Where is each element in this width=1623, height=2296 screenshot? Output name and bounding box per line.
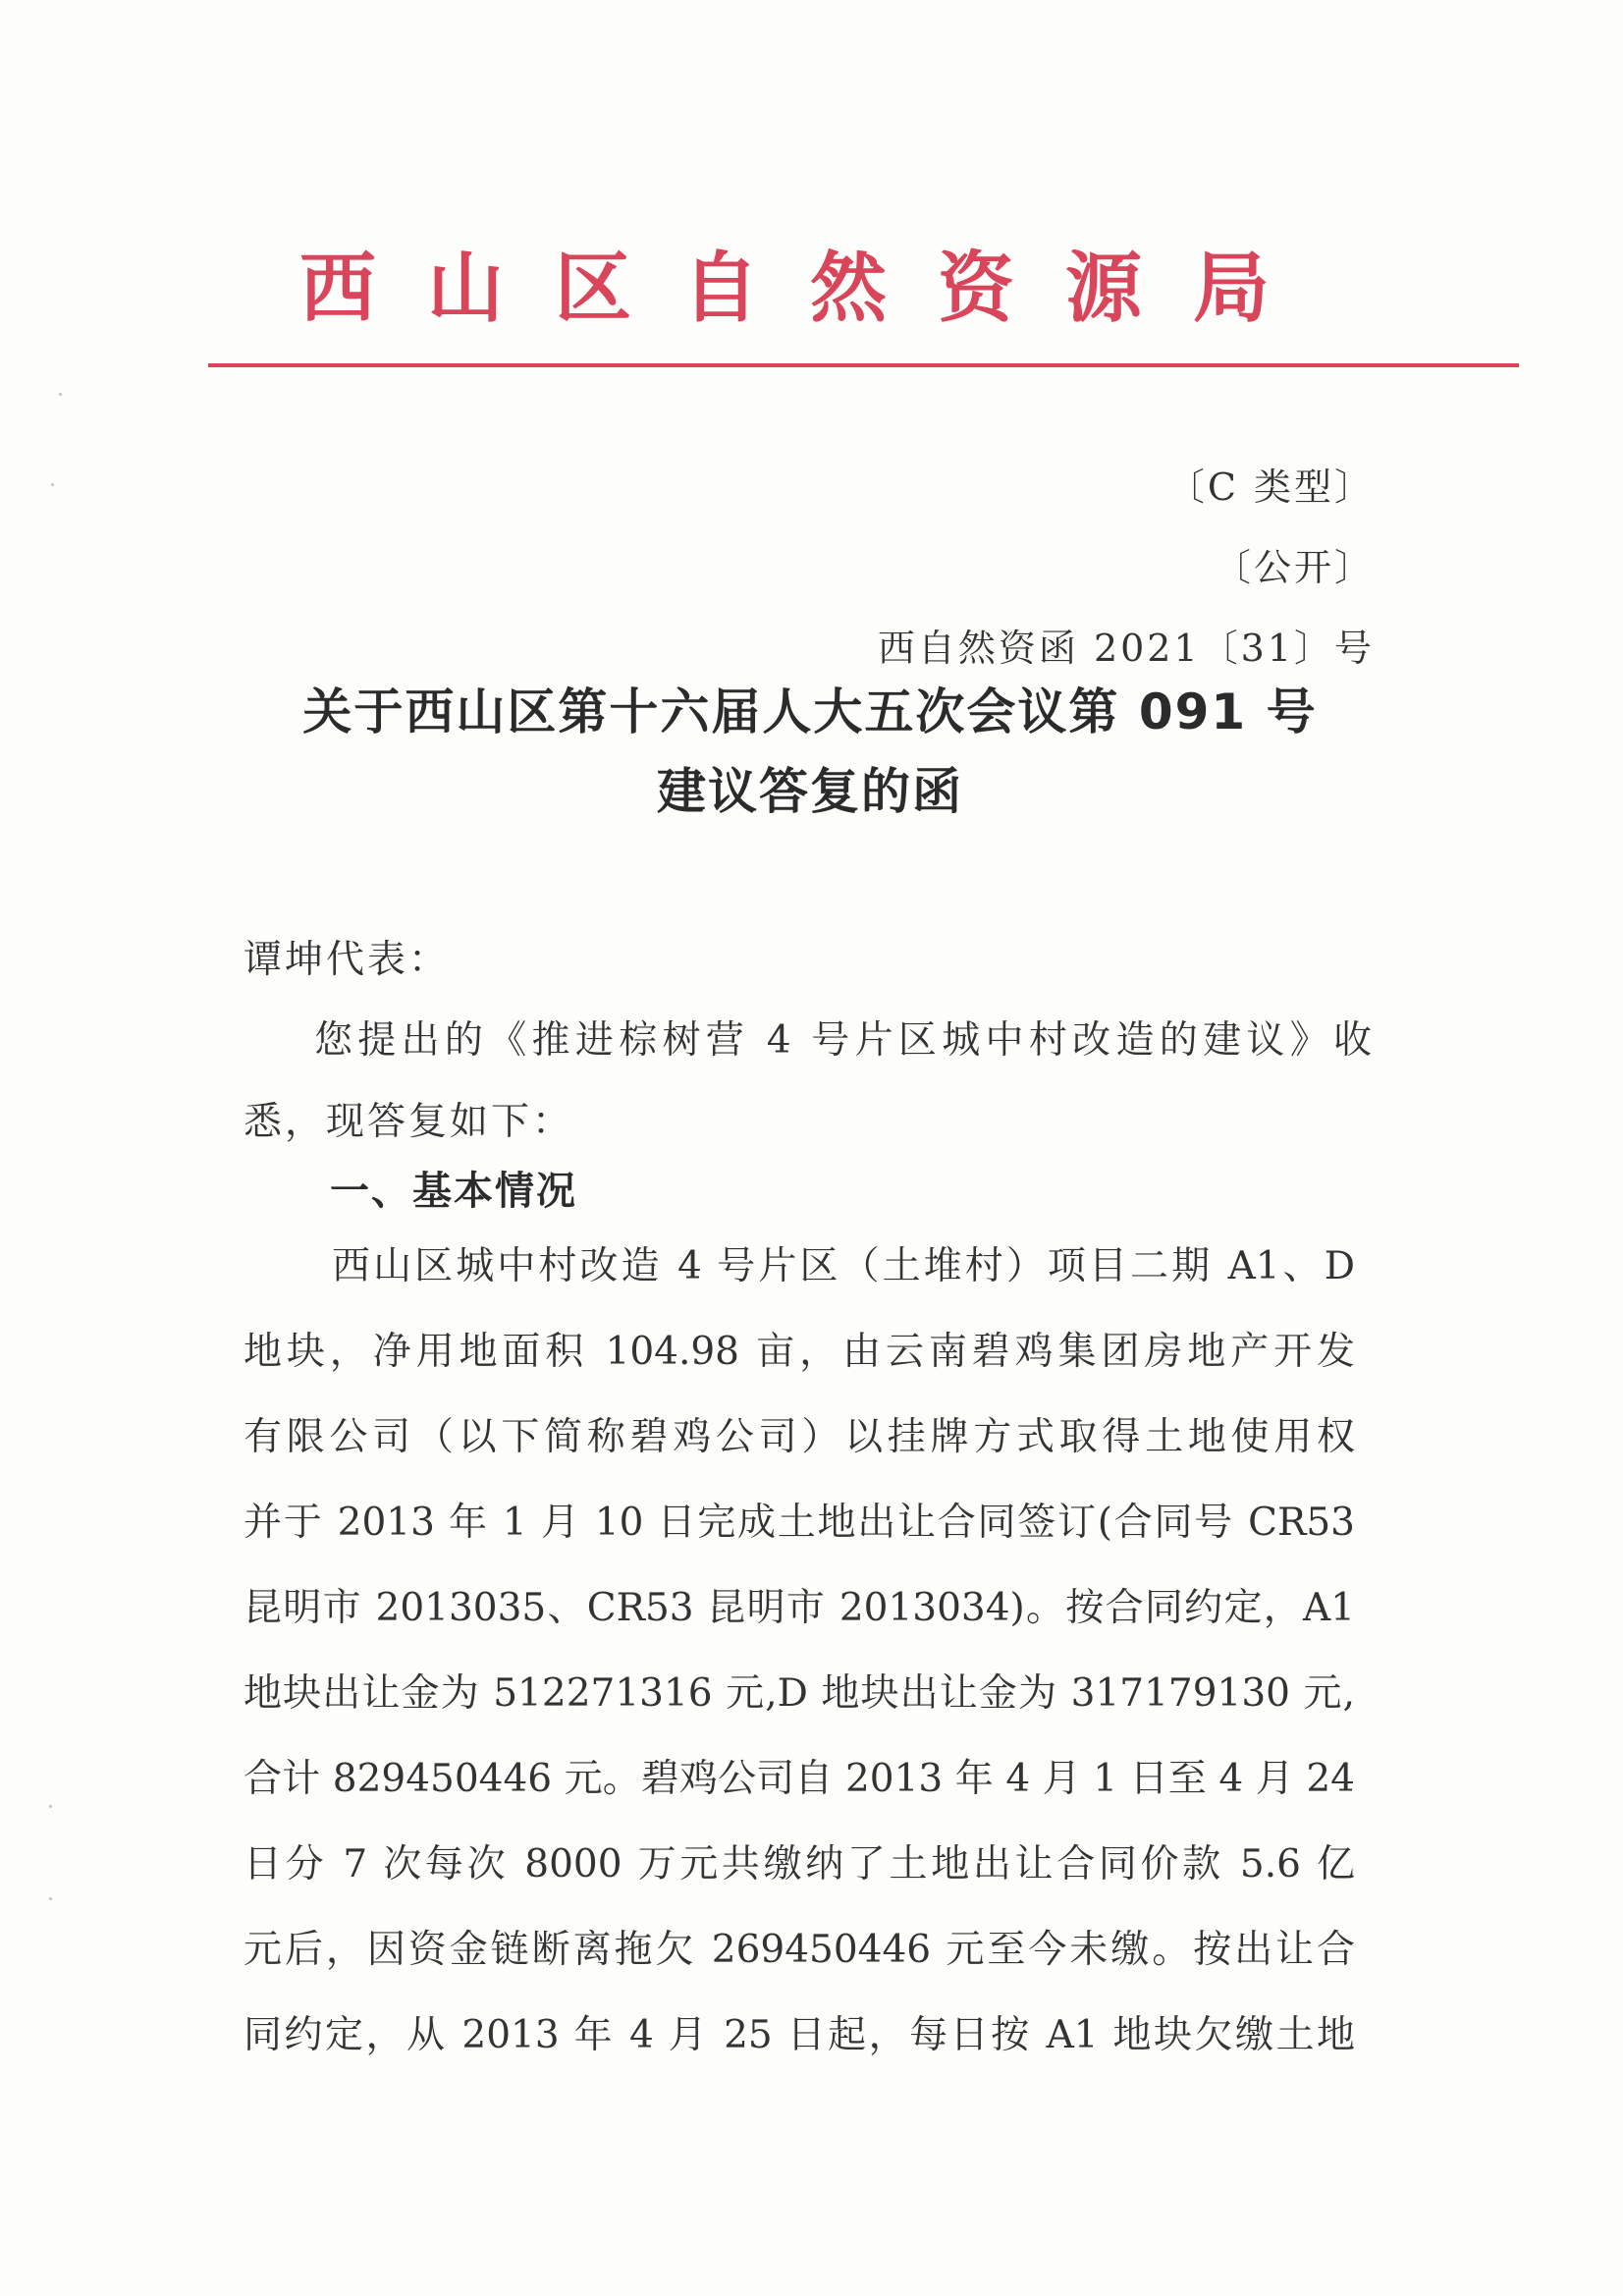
scan-speck: [51, 483, 54, 486]
document-title-line-1: 关于西山区第十六届人大五次会议第 091 号: [302, 683, 1318, 740]
document-title-line-2: 建议答复的函: [657, 763, 963, 820]
body-line: 同约定，从 2013 年 4 月 25 日起，每日按 A1 地块欠缴土地: [243, 2013, 1355, 2057]
body-line: 西山区城中村改造 4 号片区（土堆村）项目二期 A1、D: [332, 1244, 1355, 1288]
intro-line: 悉，现答复如下：: [243, 1100, 574, 1144]
body-line: 日分 7 次每次 8000 万元共缴纳了土地出让合同价款 5.6 亿: [243, 1842, 1355, 1886]
body-line: 昆明市 2013035、CR53 昆明市 2013034)。按合同约定，A1: [243, 1586, 1355, 1630]
body-line: 元后，因资金链断离拖欠 269450446 元至今未缴。按出让合: [243, 1928, 1355, 1972]
scan-speck: [49, 1805, 52, 1808]
intro-line: 您提出的《推进棕树营 4 号片区城中村改造的建议》收: [314, 1018, 1375, 1063]
scan-speck: [59, 393, 62, 396]
body-line: 并于 2013 年 1 月 10 日完成土地出让合同签订(合同号 CR53: [243, 1501, 1355, 1545]
letterhead-divider: [208, 363, 1519, 367]
section-heading-basic-situation: 一、基本情况: [330, 1169, 577, 1214]
org-letterhead-title: 西山区自然资源局: [298, 245, 1321, 333]
document-number: 西自然资函 2021〔31〕号: [877, 627, 1375, 670]
body-line: 地块，净用地面积 104.98 亩，由云南碧鸡集团房地产开发: [243, 1330, 1355, 1374]
visibility-label: 〔公开〕: [1213, 546, 1375, 589]
scan-speck: [49, 1897, 52, 1900]
body-line: 有限公司（以下简称碧鸡公司）以挂牌方式取得土地使用权: [243, 1415, 1355, 1459]
document-type-label: 〔C 类型〕: [1166, 465, 1375, 509]
salutation: 谭坤代表：: [243, 938, 451, 982]
body-line: 地块出让金为 512271316 元,D 地块出让金为 317179130 元,: [243, 1671, 1355, 1716]
body-line: 合计 829450446 元。碧鸡公司自 2013 年 4 月 1 日至 4 月 24: [243, 1757, 1355, 1801]
